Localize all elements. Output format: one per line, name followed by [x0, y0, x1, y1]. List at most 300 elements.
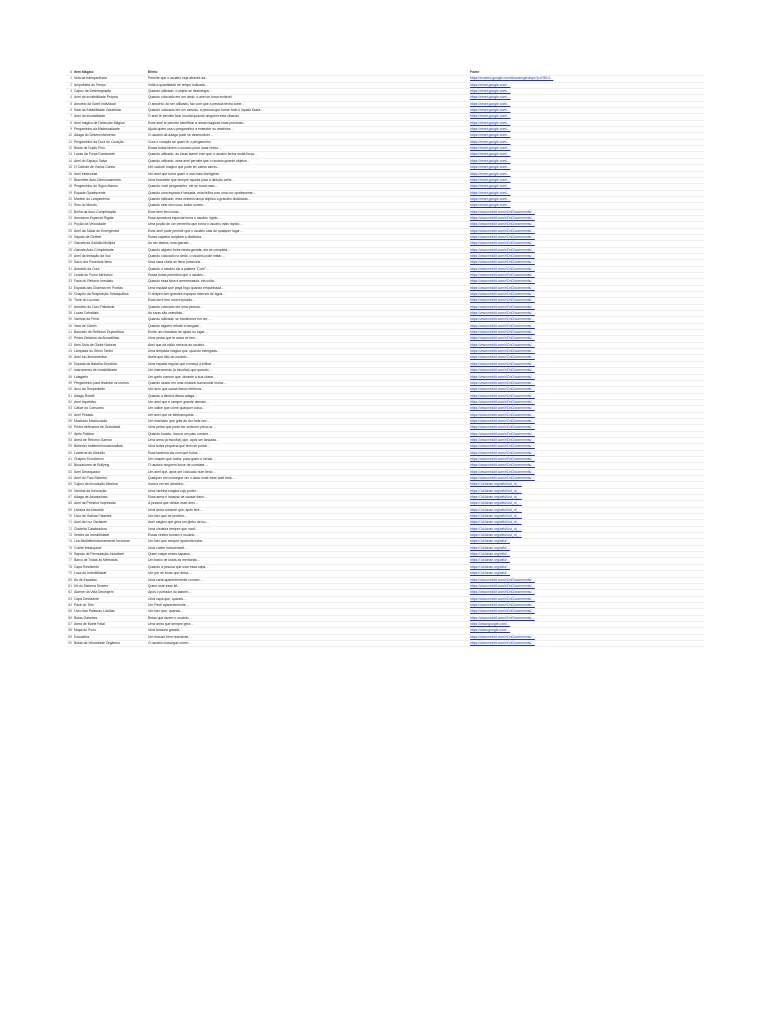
row-item-name: Sala da Estabilidade Garantida [74, 108, 121, 113]
row-number: 64 [68, 476, 72, 480]
row-source-link[interactable]: https://www.reddit.com/r/DnD/comments/… [470, 380, 535, 385]
row-source-link[interactable]: https://www.reddit.com/r/DnD/comments/… [470, 640, 535, 645]
row-source-link[interactable]: https://reset.google.com/… [470, 82, 511, 87]
row-item-name: Pergaminho da Misteriosidade [74, 127, 120, 132]
row-number: 39 [68, 317, 72, 322]
row-item-name: Martelo do Lançamento [74, 196, 110, 201]
row-source-link[interactable]: https://www.reddit.com/r/DnD/comments/… [470, 304, 535, 309]
row-number: 17 [68, 177, 72, 182]
row-effect: A pessoa que utilizar esse anel… [148, 501, 199, 506]
row-effect: Essa torre tem uma explosão… [148, 298, 196, 303]
row-item-name: Anel do Espaço Salvo [74, 158, 108, 163]
row-number: 89 [68, 634, 72, 639]
row-source-link[interactable]: https://www.reddit.com/r/DnD/comments/… [470, 298, 535, 303]
row-source-link[interactable]: https://reset.google.com/… [470, 177, 511, 182]
row-item-name: Alarme da Vida Delongem [74, 590, 114, 595]
row-effect: Um anel que, após ser colocado num dedo… [148, 469, 217, 474]
row-effect: Um arco que causa danos elétricos… [148, 387, 205, 392]
row-source-link[interactable]: https://1d4chan.org/wiki/List_of_… [470, 520, 522, 525]
row-number: 7 [70, 114, 72, 119]
row-source-link[interactable]: https://www.reddit.com/r/DnD/comments/… [470, 393, 535, 398]
row-source-link[interactable]: https://www.reddit.com/r/DnD/comments/… [470, 577, 535, 582]
row-item-name: Saco dos Possíveis Itens [74, 260, 112, 265]
row-effect: Quando a lâmina dessa adaga… [148, 393, 198, 398]
row-item-name: Anel da Invisibilidade Própria [74, 95, 118, 100]
row-source-link[interactable]: https://www.google.com/… [470, 621, 511, 626]
row-effect: Cura o coração de quem lê o pergaminho [148, 139, 211, 144]
row-source-link[interactable]: https://www.reddit.com/r/DnD/comments/… [470, 234, 535, 239]
row-source-link[interactable]: https://www.reddit.com/r/DnD/comments/… [470, 323, 535, 328]
row-item-name: Lira Multidimensionalmente Incomum [74, 539, 131, 544]
row-source-link[interactable]: https://www.reddit.com/r/DnD/comments/… [470, 247, 535, 252]
row-item-name: Adaga do Desenvolvimento [74, 133, 116, 138]
row-number: 16 [68, 171, 72, 176]
row-number: 15 [68, 165, 72, 170]
row-source-link[interactable]: https://www.google.com/… [470, 628, 511, 633]
row-item-name: Barco de Todas as Memórias [74, 558, 118, 563]
row-effect: Um escudo bem resistente… [148, 634, 192, 639]
row-number: 71 [68, 520, 72, 525]
row-number: 18 [68, 184, 72, 189]
row-item-name: Colete Intrançável [74, 545, 102, 550]
row-item-name: Lâmina da Amizade [74, 507, 104, 512]
row-effect: Uma bússola grande… [148, 628, 183, 633]
row-source-link[interactable]: https://www.reddit.com/r/DnD/comments/… [470, 209, 535, 214]
row-source-link[interactable]: https://rewetrs.google.com/showsingle.aspx?p=R8C3… [470, 76, 554, 81]
row-item-name: Varinha da Invocação [74, 488, 107, 493]
row-source-link[interactable]: https://www.reddit.com/r/DnD/comments/… [470, 450, 535, 455]
row-item-name: O Caixote de Vários Canos [74, 165, 116, 170]
row-effect: Esse item tem bolas… [148, 209, 182, 214]
row-item-name: Chapéu Econômico [74, 456, 104, 461]
row-item-name: Botas Galantes [74, 615, 98, 620]
row-effect: O anel te permite ficar imortal quando ninguém está olhando [148, 114, 240, 119]
row-effect: O amuleto, ao ser utilizado, faz com que a pessoa tenha sorte… [148, 101, 245, 106]
row-number: 86 [68, 615, 72, 620]
row-effect: Uma espada que pega fogo quando empunhada… [148, 285, 225, 290]
row-item-name: Espada Opalescente [74, 190, 106, 195]
row-source-link[interactable]: https://www.reddit.com/r/DnD/comments/… [470, 387, 535, 392]
row-source-link[interactable]: https://reset.google.com/… [470, 114, 511, 119]
row-effect: Um anel que se teletransporta… [148, 412, 197, 417]
row-effect: O chapéu tem grandes espaços internos de água… [148, 292, 226, 297]
row-item-name: Vela da transparência [74, 76, 107, 81]
row-number: 34 [68, 285, 72, 290]
row-source-link[interactable]: https://www.reddit.com/r/DnD/comments/… [470, 215, 535, 220]
row-effect: Quando essa faca é arremessada, ela volta… [148, 279, 217, 284]
row-source-link[interactable]: https://1d4chan.org/wiki/… [470, 539, 510, 544]
row-item-name: Anel Guia de Glabs Noturas [74, 342, 117, 347]
row-source-link[interactable]: https://www.reddit.com/r/DnD/comments/… [470, 317, 535, 322]
row-source-link[interactable]: https://www.reddit.com/r/DnD/comments/… [470, 342, 535, 347]
row-effect: Essas vestes tornam o usuário… [148, 533, 198, 538]
row-item-name: Capa Deslizante [74, 596, 99, 601]
row-source-link[interactable]: https://reset.google.com/… [470, 165, 511, 170]
row-item-name: Apito Palidon [74, 431, 94, 436]
row-number: 32 [68, 273, 72, 277]
row-number: 52 [68, 399, 72, 404]
row-source-link[interactable]: https://www.reddit.com/r/DnD/comments/… [470, 456, 535, 461]
row-effect: Quando tocado, invoca um pato comum… [148, 431, 212, 436]
row-number: 21 [68, 203, 72, 208]
row-source-link[interactable]: https://www.reddit.com/r/DnD/comments/… [470, 292, 535, 297]
row-item-name: Mapa do Povo [74, 628, 96, 633]
row-effect: Uma arma que sempre gera… [148, 621, 194, 626]
row-item-name: Escudeira [74, 634, 90, 639]
row-source-link[interactable]: https://1d4chan.org/wiki/List_of_… [470, 488, 522, 493]
row-effect: Uma pedra que pode ser solta em pleno ar… [148, 425, 216, 430]
row-item-name: Livro das Palavras Lúcidas [74, 609, 115, 614]
row-source-link[interactable]: https://www.reddit.com/r/DnD/comments/… [470, 634, 535, 639]
row-number: 87 [68, 621, 72, 626]
row-number: 29 [68, 253, 72, 258]
row-effect: Uma espada regular que começa a brilhar… [148, 361, 215, 366]
row-effect: Essa lanterna faz com que todos… [148, 450, 201, 455]
row-effect: Permite que o usuário veja através da… [148, 76, 209, 81]
row-source-link[interactable]: https://www.reddit.com/r/DnD/comments/… [470, 241, 535, 246]
row-effect: Anel mágico que gera um globo de luz… [148, 520, 210, 525]
row-effect: Quem usar esse kit… [148, 583, 181, 588]
row-item-name: Sapato de Permutação Inusitável [74, 552, 124, 557]
row-item-name: Vestes da Invisibilidade [74, 533, 110, 538]
row-number: 60 [68, 450, 72, 455]
row-item-name: Faca do Retorno Imediato [74, 279, 114, 284]
row-number: 24 [68, 222, 72, 227]
row-item-name: Amuleto da Sorte Individual [74, 101, 116, 106]
row-effect: Anéis que dão ao usuário… [148, 355, 190, 360]
row-item-name: Capuz da Invocação Máxima [74, 482, 118, 487]
row-source-link[interactable]: https://www.reddit.com/r/DnD/comments/… [470, 311, 535, 316]
row-item-name: Arco da Tempestade [74, 387, 106, 392]
row-number: 1 [70, 76, 72, 81]
row-item-name: Bebedor Indeterminoracionalista [74, 444, 123, 449]
row-number: 4 [70, 95, 72, 100]
row-source-link[interactable]: https://reset.google.com/… [470, 171, 511, 176]
row-effect: Uma colete invulnerável… [148, 545, 188, 550]
row-item-name: Garrafa da Solidão Múltipla [74, 241, 116, 246]
row-source-link[interactable]: https://reset.google.com/… [470, 133, 511, 138]
row-number: 73 [68, 533, 72, 538]
row-item-name: Ás de Espadas [74, 577, 97, 582]
row-number: 57 [68, 431, 72, 436]
row-item-name: Pedra Delatora da Armadilhas [74, 336, 120, 341]
row-item-name: Capuz da Desintegração [74, 89, 112, 94]
row-number: 70 [68, 514, 72, 519]
row-number: 66 [68, 488, 72, 493]
row-item-name: Sapato de Gelfeei [74, 234, 102, 239]
row-source-link[interactable]: https://www.reddit.com/r/DnD/comments/… [470, 609, 535, 614]
row-number: 72 [68, 526, 72, 531]
row-number: 69 [68, 507, 72, 512]
row-effect: Emite um chamado de ajuda no lugar… [148, 330, 208, 335]
row-number: 23 [68, 215, 72, 220]
row-item-name: Botas da Velocidade Orgânica [74, 640, 120, 645]
row-number: 40 [68, 323, 72, 328]
row-effect: Quando colocado em um canudo, a pessoa que tomar todo o líquido ficará… [148, 108, 264, 113]
row-source-link[interactable]: https://www.reddit.com/r/DnD/comments/… [470, 273, 535, 277]
row-number: 37 [68, 304, 72, 309]
row-number: 12 [68, 146, 72, 151]
row-source-link[interactable]: https://www.reddit.com/r/DnD/comments/… [470, 406, 535, 411]
row-number: 26 [68, 234, 72, 239]
row-item-name: Pergaminho para levantar os mortos [74, 380, 129, 385]
row-effect: Quando utilizado, o objeto se desintegra… [148, 89, 213, 94]
row-number: 11 [68, 139, 72, 144]
row-source-link[interactable]: https://reset.google.com/… [470, 127, 511, 132]
row-effect: Quando este sino toca, todos ouvem… [148, 203, 207, 208]
header-number: # [70, 70, 72, 74]
row-number: 43 [68, 342, 72, 347]
row-source-link[interactable]: https://www.reddit.com/r/DnD/comments/… [470, 590, 535, 595]
row-effect: Um Pavê aparentemente… [148, 602, 190, 607]
row-source-link[interactable]: https://www.reddit.com/r/DnD/comments/… [470, 463, 535, 468]
row-source-link[interactable]: https://www.reddit.com/r/DnD/comments/… [470, 476, 535, 480]
row-source-link[interactable]: https://1d4chan.org/wiki/… [470, 558, 510, 563]
row-effect: Um machado que grita de dor toda vez… [148, 418, 211, 423]
row-effect: Esse anel pode permitir que o usuário saia de qualquer lugar… [148, 228, 243, 233]
row-source-link[interactable]: https://www.reddit.com/r/DnD/comments/… [470, 228, 535, 233]
row-source-link[interactable]: https://reset.google.com/… [470, 108, 511, 113]
row-source-link[interactable]: https://reset.google.com/… [470, 184, 511, 189]
row-source-link[interactable]: https://reset.google.com/… [470, 89, 511, 94]
row-item-name: Livro de Satiras Falantes [74, 514, 112, 519]
row-number: 56 [68, 425, 72, 430]
row-effect: Uma carta aparentemente comum… [148, 577, 203, 582]
header-item: Item Mágico [74, 70, 94, 74]
row-source-link[interactable]: https://1d4chan.org/wiki/List_of_… [470, 533, 522, 538]
row-source-link[interactable]: https://1d4chan.org/wiki/… [470, 545, 510, 550]
row-source-link[interactable]: https://www.reddit.com/r/DnD/comments/… [470, 602, 535, 607]
row-item-name: Anel da Imitação da Voz [74, 253, 111, 258]
row-effect: Quando você pergaminho, ele se torna mais… [148, 184, 219, 189]
row-effect: Uma capa que, quando… [148, 596, 187, 601]
row-source-link[interactable]: https://reset.google.com/… [470, 120, 511, 125]
spreadsheet-table [66, 70, 704, 647]
row-source-link[interactable]: https://www.reddit.com/r/DnD/comments/… [470, 349, 535, 354]
row-number: 62 [68, 463, 72, 468]
row-source-link[interactable]: https://1d4chan.org/wiki/List_of_… [470, 482, 522, 487]
row-effect: Anel que dá visão noturna ao usuário… [148, 342, 208, 347]
row-effect: Quem calçar esses sapatos… [148, 552, 194, 557]
row-number: 88 [68, 628, 72, 633]
row-number: 30 [68, 260, 72, 265]
row-effect: Quando uma espada é lançada, esta brilha com uma cor opalescente… [148, 190, 257, 195]
row-item-name: Botas de Duplo Pulo [74, 146, 105, 151]
row-item-name: Chapéu da Respiração Subaquática [74, 292, 129, 297]
row-effect: Quando utilizado, esse anel permite que o usuário guarde objetos… [148, 158, 251, 163]
row-effect: Quando a pessoa que usar essa capa… [148, 564, 209, 569]
row-source-link[interactable]: https://www.reddit.com/r/DnD/comments/… [470, 399, 535, 404]
row-number: 33 [68, 279, 72, 284]
row-item-name: Adaga de Assassinato [74, 495, 108, 500]
row-source-link[interactable]: https://1d4chan.org/wiki/… [470, 564, 510, 569]
row-item-name: Anel da Imortalidade [74, 114, 106, 119]
row-number: 8 [70, 120, 72, 125]
row-source-link[interactable]: https://www.reddit.com/r/DnD/comments/… [470, 583, 535, 588]
row-number: 47 [68, 368, 72, 373]
row-number: 90 [68, 640, 72, 645]
row-effect: Uma chuteira sempre que você… [148, 526, 199, 531]
row-source-link[interactable]: https://1d4chan.org/wiki/List_of_… [470, 501, 522, 506]
row-source-link[interactable]: https://www.reddit.com/r/DnD/comments/… [470, 418, 535, 423]
row-source-link[interactable]: https://www.reddit.com/r/DnD/comments/… [470, 361, 535, 366]
row-source-link[interactable]: https://www.reddit.com/r/DnD/comments/… [470, 253, 535, 258]
row-source-link[interactable]: https://1d4chan.org/wiki/List_of_… [470, 526, 522, 531]
row-source-link[interactable]: https://1d4chan.org/wiki/List_of_… [470, 514, 522, 519]
row-source-link[interactable]: https://www.reddit.com/r/DnD/comments/… [470, 330, 535, 335]
row-effect: Uma lâmpada mágica que, quando esfregada… [148, 349, 221, 354]
row-effect: Um chapéu que todos, para quem o vendo… [148, 456, 216, 461]
row-effect: Quando utilizado, esse martelo lança objetos a grandes distâncias… [148, 196, 252, 201]
row-effect: Uma arma (à escolha) que, após ser lançada… [148, 437, 220, 442]
row-effect: O usuário ninguém louve de combate… [148, 463, 208, 468]
row-source-link[interactable]: https://reset.google.com/… [470, 146, 511, 151]
row-item-name: Anel Inu-fechamentos [74, 355, 107, 360]
row-source-link[interactable]: https://reset.google.com/… [470, 196, 511, 201]
row-item-name: Bolha da Auto-Completação [74, 209, 117, 214]
row-effect: Um livro que, quando… [148, 609, 184, 614]
row-source-link[interactable]: https://reset.google.com/… [470, 190, 511, 195]
row-item-name: Pergaminho da Cura do Coração [74, 139, 124, 144]
row-effect: Um anel que torna quem o usa mais inteligente… [148, 171, 223, 176]
row-source-link[interactable]: https://www.reddit.com/r/DnD/comments/… [470, 279, 535, 284]
row-number: 5 [70, 101, 72, 106]
row-item-name: Anel da Luz Oscilante [74, 520, 107, 525]
row-source-link[interactable]: https://www.reddit.com/r/DnD/comments/… [470, 596, 535, 601]
row-item-name: Arma de Morte Fatal [74, 621, 105, 626]
row-effect: Quando utilizado, as luvas fazem com que o usuário tenha muita força… [148, 152, 258, 157]
row-item-name: Armadura Especial Rígida [74, 215, 114, 220]
row-number: 38 [68, 311, 72, 316]
row-effect: Essa armadura especial torna o usuário rígido… [148, 215, 221, 220]
row-number: 45 [68, 355, 72, 360]
row-number: 82 [68, 590, 72, 595]
row-number: 68 [68, 501, 72, 506]
table-row [66, 641, 704, 647]
row-item-name: Cálice do Consueto [74, 406, 104, 411]
row-source-link[interactable]: https://reset.google.com/… [470, 152, 511, 157]
row-number: 80 [68, 577, 72, 582]
row-item-name: Poção da Velocidade [74, 222, 106, 227]
row-source-link[interactable]: https://reset.google.com/… [470, 139, 511, 144]
row-number: 76 [68, 552, 72, 557]
row-source-link[interactable]: https://www.reddit.com/r/DnD/comments/… [470, 336, 535, 341]
row-effect: Uma bolsa pequena que tem um portal… [148, 444, 211, 449]
row-item-name: Lenda do Fumo Intrínsico [74, 273, 113, 277]
row-effect: Essa arma é incapaz de causar dano… [148, 495, 208, 500]
row-effect: Quando colocado em uma pessoa… [148, 304, 204, 309]
row-number: 48 [68, 374, 72, 379]
row-effect: Quando colocado no dedo, o usuário pode imitar… [148, 253, 225, 258]
row-source-link[interactable]: https://www.reddit.com/r/DnD/comments/… [470, 615, 535, 620]
row-source-link[interactable]: https://1d4chan.org/wiki/… [470, 571, 510, 576]
row-number: 36 [68, 298, 72, 303]
row-item-name: Anel do Puro Sistema [74, 476, 107, 480]
row-number: 55 [68, 418, 72, 423]
row-item-name: Bancelio de Reflexos Específicos [74, 330, 125, 335]
row-number: 19 [68, 190, 72, 195]
row-item-name: Sino do Mundo [74, 203, 97, 208]
header-effect: Efeito [148, 70, 158, 74]
row-source-link[interactable]: https://www.reddit.com/r/DnD/comments/… [470, 368, 535, 373]
row-source-link[interactable]: https://www.reddit.com/r/DnD/comments/… [470, 266, 535, 271]
row-item-name: Pedra defensora de Gravidade [74, 425, 121, 430]
row-source-link[interactable]: https://www.reddit.com/r/DnD/comments/… [470, 469, 535, 474]
row-number: 46 [68, 361, 72, 366]
row-item-name: Amuleto do Coro Palidante [74, 304, 115, 309]
row-item-name: Luvas da Força Dominante [74, 152, 115, 157]
row-item-name: Espada das Chamas em Pontas [74, 285, 123, 290]
row-item-name: Anel Desequador [74, 469, 101, 474]
row-item-name: Varinha da Fênix [74, 317, 100, 322]
row-item-name: Pavê do Teto [74, 602, 94, 607]
row-number: 41 [68, 330, 72, 335]
header-source: Fonte [470, 70, 480, 74]
row-source-link[interactable]: https://1d4chan.org/wiki/… [470, 552, 510, 557]
row-item-name: Machado Machucador [74, 418, 108, 423]
row-number: 51 [68, 393, 72, 398]
row-number: 42 [68, 336, 72, 341]
row-number: 53 [68, 406, 72, 411]
row-effect: Após o portador do alarme… [148, 590, 192, 595]
row-effect: O usuário da adaga pode se desenvolver… [148, 133, 214, 138]
row-item-name: Garrafa Auto-Completante [74, 247, 114, 252]
row-source-link[interactable]: https://reset.google.com/… [470, 101, 511, 106]
row-effect: Ao ser aberta, esta garrafa… [148, 241, 192, 246]
row-effect: Ajuda quem usa o pergaminho a entender os mistérios… [148, 127, 234, 132]
row-item-name: Arma de Retorno Garnon [74, 437, 113, 442]
row-number: 22 [68, 209, 72, 214]
row-number: 50 [68, 387, 72, 392]
row-source-link[interactable]: https://www.reddit.com/r/DnD/comments/… [470, 437, 535, 442]
row-source-link[interactable]: https://www.reddit.com/r/DnD/comments/… [470, 355, 535, 360]
row-number: 63 [68, 469, 72, 474]
row-effect: Uma bracelete que sempre aponta para a direção certa… [148, 177, 235, 182]
row-item-name: Anel da Primeira Impressão [74, 501, 116, 506]
row-effect: Quando usado em uma criatura humanoide morta… [148, 380, 227, 385]
row-source-link[interactable]: https://www.reddit.com/r/DnD/comments/… [470, 222, 535, 227]
row-item-name: Chuteira Catalisadora [74, 526, 107, 531]
row-effect: Um anel que é sempre grande demais… [148, 399, 210, 404]
row-source-link[interactable]: https://www.reddit.com/r/DnD/comments/… [470, 285, 535, 290]
row-effect: Um barco de todas as memórias… [148, 558, 201, 563]
row-source-link[interactable]: https://www.reddit.com/r/DnD/comments/… [470, 431, 535, 436]
row-number: 59 [68, 444, 72, 449]
row-source-link[interactable]: https://www.reddit.com/r/DnD/comments/… [470, 412, 535, 417]
row-number: 28 [68, 247, 72, 252]
row-source-link[interactable]: https://1d4chan.org/wiki/List_of_… [470, 495, 522, 500]
row-item-name: Luva da Invisibilidade [74, 571, 107, 576]
row-effect: Uma poção de cor vermelho que torna o usuário mais rápido… [148, 222, 243, 227]
row-number: 78 [68, 564, 72, 569]
row-effect: Um par de luvas que deixa… [148, 571, 192, 576]
row-source-link[interactable]: https://www.reddit.com/r/DnD/comments/… [470, 444, 535, 449]
row-number: 3 [70, 89, 72, 94]
row-item-name: Instrumento de Invisibilidade [74, 368, 117, 373]
row-item-name: Lâmpada do Gênio Tardio [74, 349, 113, 354]
row-source-link[interactable]: https://www.reddit.com/r/DnD/comments/… [470, 425, 535, 430]
row-item-name: Pergaminho do Signo Mamur [74, 184, 119, 189]
row-item-name: Bracelete Auto-Direcionamento [74, 177, 121, 182]
row-source-link[interactable]: https://1d4chan.org/wiki/List_of_… [470, 507, 522, 512]
row-source-link[interactable]: https://reset.google.com/… [470, 95, 511, 100]
row-source-link[interactable]: https://www.reddit.com/r/DnD/comments/… [470, 374, 535, 379]
row-source-link[interactable]: https://www.reddit.com/r/DnD/comments/… [470, 260, 535, 265]
row-source-link[interactable]: https://reset.google.com/… [470, 203, 511, 208]
row-source-link[interactable]: https://reset.google.com/… [470, 158, 511, 163]
row-item-name: Lanterna de Aleluião [74, 450, 105, 455]
row-number: 54 [68, 412, 72, 417]
